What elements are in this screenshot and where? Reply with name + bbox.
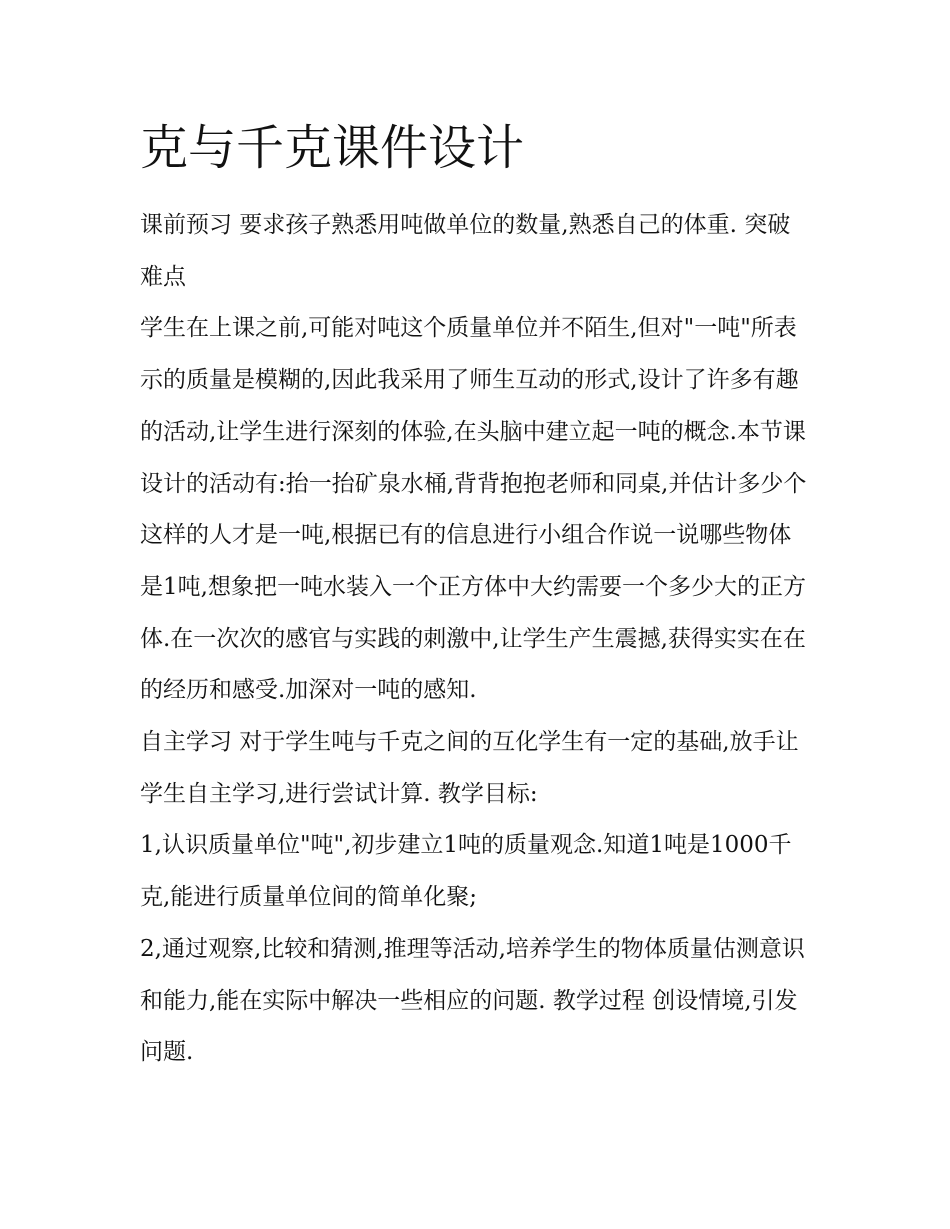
paragraph-difficulty: 学生在上课之前,可能对吨这个质量单位并不陌生,但对"一吨"所表示的质量是模糊的,因此我采用了师生互动的形式,设计了许多有趣的活动,让学生进行深刻的体验,在头脑中建立起一吨的概念.本节课设计的活动有:抬一抬矿泉水桶,背背抱抱老师和同桌,并估计多少个这样的人才是一吨,根据已有的信息进行小组合作说一说哪些物体是1吨,想象把一吨水装入一个正方体中大约需要一个多少大的正方体.在一次次的感官与实践的刺激中,让学生产生震撼,获得实实在在的经历和感受.加深对一吨的感知. [140,315,807,704]
document-body [140,112,812,1079]
paragraph-self-study: 自主学习 对于学生吨与千克之间的互化学生有一定的基础,放手让学生自主学习,进行尝试计算. 教学目标: [140,729,799,807]
paragraph-objective-2: 2,通过观察,比较和猜测,推理等活动,培养学生的物体质量估测意识和能力,能在实际中解决一些相应的问题. 教学过程 创设情境,引发问题. [140,935,805,1066]
paragraph-objective-1: 1,认识质量单位"吨",初步建立1吨的质量观念.知道1吨是1000千克,能进行质量单位间的简单化聚; [140,832,792,911]
document-title: 克与千克课件设计 [140,120,525,176]
paragraph-preview: 课前预习 要求孩子熟悉用吨做单位的数量,熟悉自己的体重. 突破难点 [140,212,791,290]
